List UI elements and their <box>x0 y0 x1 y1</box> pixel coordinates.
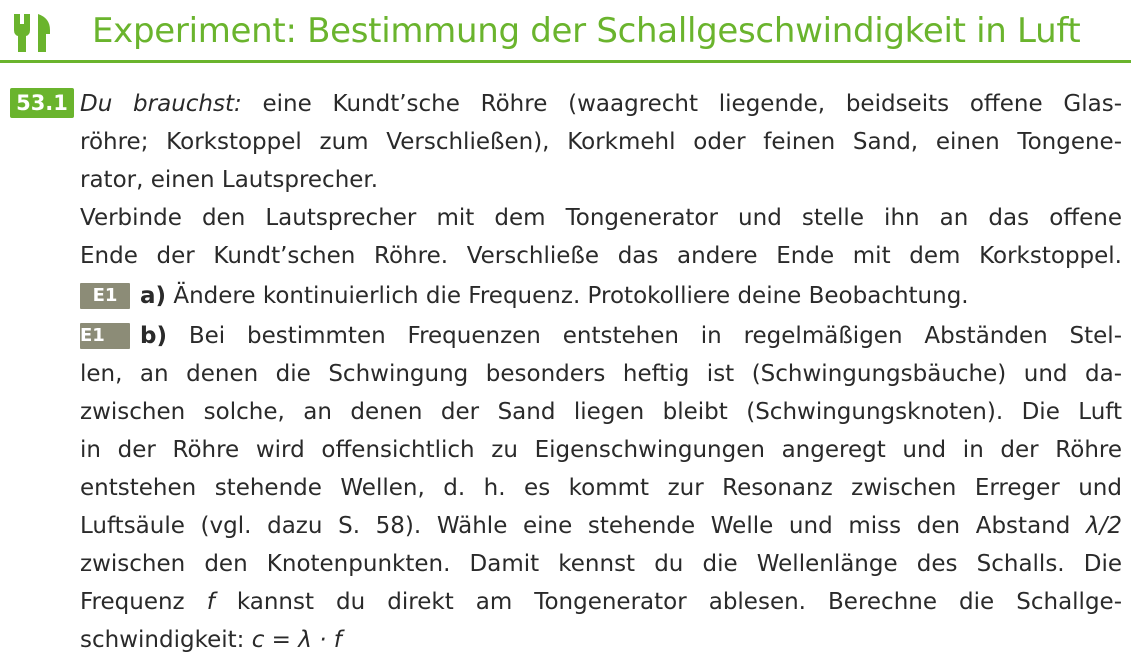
task-a-label: a) <box>140 283 167 309</box>
page-title: Experiment: Bestimmung der Schallgeschwindigkeit in Luft <box>92 11 1081 51</box>
materials-line-3: rator, einen Lautsprecher. <box>80 167 379 193</box>
task-b-label: b) <box>140 323 167 349</box>
task-b-line-7: zwischen den Knotenpunkten. Damit kennst du die Wellenlänge des Schalls. Die <box>80 551 1122 577</box>
task-a <box>80 277 1122 315</box>
task-b-line-9 <box>80 621 1122 659</box>
header <box>0 0 1131 66</box>
materials-line-2: röhre; Korkstoppel zum Verschließen), Korkmehl oder feinen Sand, einen Tongene- <box>80 129 1122 155</box>
task-b-line-9-text: schwindigkeit: <box>80 627 252 653</box>
setup-line-2: Ende der Kundt’schen Röhre. Verschließe das andere Ende mit dem Korkstoppel. <box>80 243 1122 269</box>
task-b-line-5: entstehen stehende Wellen, d. h. es kommt zur Resonanz zwischen Erreger und <box>80 475 1122 501</box>
task-b-line-8 <box>80 583 1122 621</box>
tools-icon <box>10 8 58 56</box>
task-a-tag: E1 <box>80 283 130 309</box>
section-number-badge: 53.1 <box>10 88 74 118</box>
task-b-line-3: zwischen solche, an denen der Sand liegen bleibt (Schwingungsknoten). Die Luft <box>80 399 1122 425</box>
title-rule <box>0 60 1131 63</box>
task-b-line-8-end: kannst du direkt am Tongenerator ablesen. Berechne die Schallge- <box>214 589 1122 615</box>
task-b-line-1 <box>80 317 1122 355</box>
task-b-line-8-start: Frequenz <box>80 589 207 615</box>
task-b-text: Bei bestimmten Frequenzen entstehen in regelmäßigen Abständen Stel- <box>166 323 1122 349</box>
frequency-symbol: f <box>206 589 215 615</box>
task-b-line-2: len, an denen die Schwingung besonders heftig ist (Schwingungsbäuche) und da- <box>80 361 1122 387</box>
task-b-tag: E1 <box>80 323 130 349</box>
task-a-text: Ändere kontinuierlich die Frequenz. Protokolliere deine Beobachtung. <box>166 283 969 309</box>
intro-text: eine Kundt’sche Röhre (waagrecht liegende, beidseits offene Glas- <box>241 91 1122 117</box>
lambda-half-formula: λ/2 <box>1086 513 1122 539</box>
setup-line-1: Verbinde den Lautsprecher mit dem Tongenerator und stelle ihn an das offene <box>80 205 1122 231</box>
intro-label: Du brauchst: <box>80 91 242 117</box>
intro-line <box>80 85 1122 123</box>
task-b-line-4: in der Röhre wird offensichtlich zu Eigenschwingungen angeregt und in der Röhre <box>80 437 1122 463</box>
task-b-line-6 <box>80 507 1122 545</box>
task-b-line-6-text: Luftsäule (vgl. dazu S. 58). Wähle eine stehende Welle und miss den Abstand <box>80 513 1086 539</box>
speed-formula: c = λ · f <box>251 627 342 653</box>
